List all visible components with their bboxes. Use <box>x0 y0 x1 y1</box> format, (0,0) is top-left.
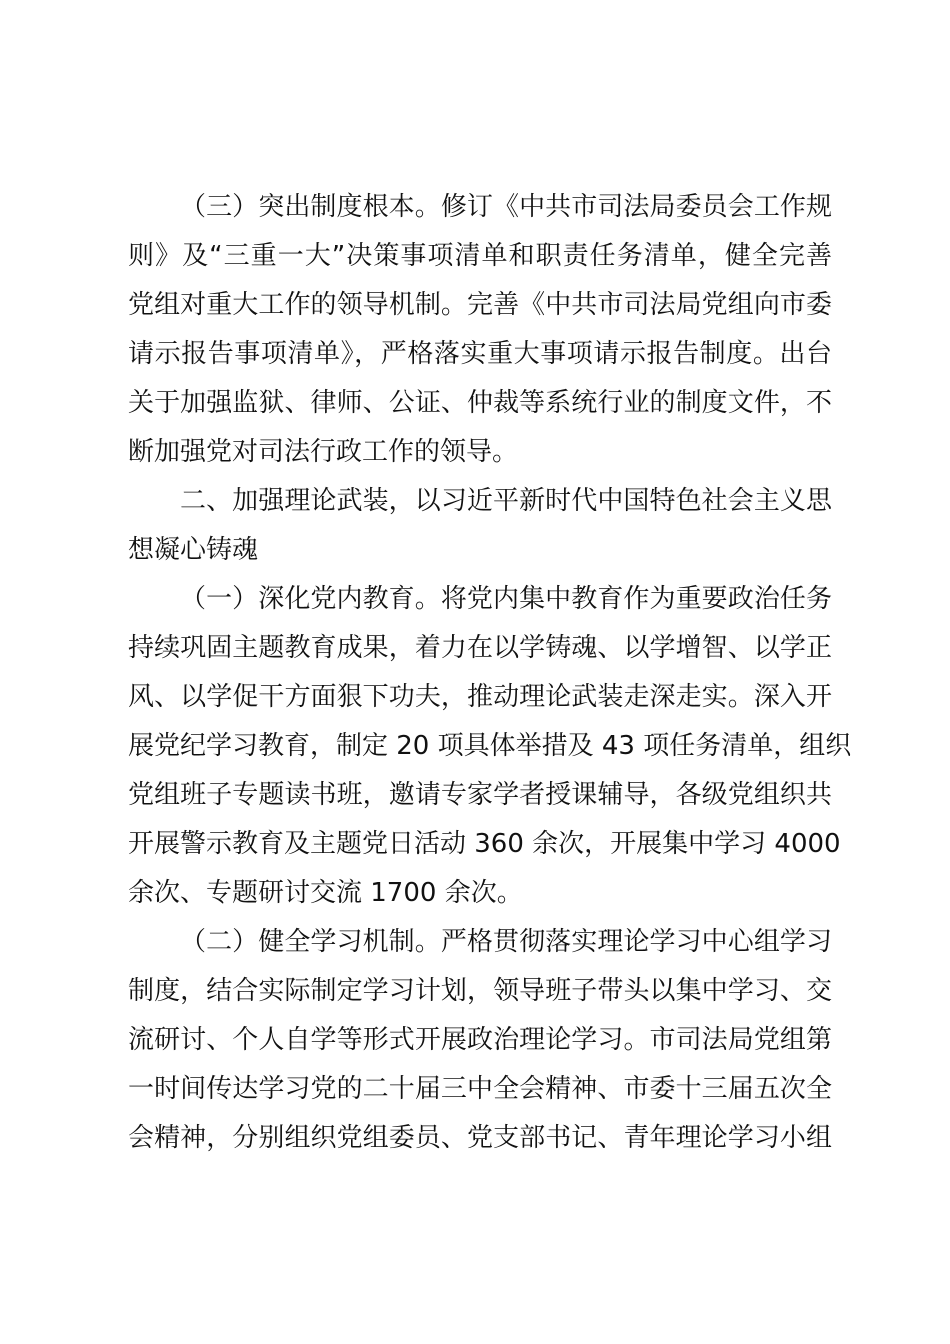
paragraph-line: 党组班子专题读书班，邀请专家学者授课辅导，各级党组织共 <box>128 780 832 810</box>
paragraph-line: 开展警示教育及主题党日活动 360 余次，开展集中学习 4000 <box>128 829 841 859</box>
paragraph-line: （二）健全学习机制。严格贯彻落实理论学习中心组学习 <box>180 927 832 957</box>
paragraph-line: 关于加强监狱、律师、公证、仲裁等系统行业的制度文件，不 <box>128 388 832 418</box>
paragraph-line: 持续巩固主题教育成果，着力在以学铸魂、以学增智、以学正 <box>128 633 832 663</box>
paragraph-line: 余次、专题研讨交流 1700 余次。 <box>128 878 523 908</box>
paragraph-line: 展党纪学习教育，制定 20 项具体举措及 43 项任务清单，组织 <box>128 731 852 761</box>
paragraph-line: 一时间传达学习党的二十届三中全会精神、市委十三届五次全 <box>128 1074 832 1104</box>
paragraph-line: 会精神，分别组织党组委员、党支部书记、青年理论学习小组 <box>128 1123 832 1153</box>
paragraph-line: 流研讨、个人自学等形式开展政治理论学习。市司法局党组第 <box>128 1025 832 1055</box>
paragraph-line: 风、以学促干方面狠下功夫，推动理论武装走深走实。深入开 <box>128 682 832 712</box>
paragraph-line: （三）突出制度根本。修订《中共市司法局委员会工作规 <box>180 192 832 222</box>
paragraph-line: 则》及“三重一大”决策事项清单和职责任务清单，健全完善 <box>128 241 832 271</box>
paragraph-line: （一）深化党内教育。将党内集中教育作为重要政治任务 <box>180 584 832 614</box>
document-body <box>128 183 852 1163</box>
paragraph-line: 断加强党对司法行政工作的领导。 <box>128 437 519 467</box>
section-heading-line: 二、加强理论武装，以习近平新时代中国特色社会主义思 <box>180 486 832 516</box>
section-heading-line: 想凝心铸魂 <box>128 535 259 565</box>
paragraph-line: 党组对重大工作的领导机制。完善《中共市司法局党组向市委 <box>128 290 832 320</box>
paragraph-line: 请示报告事项清单》，严格落实重大事项请示报告制度。出台 <box>128 339 832 369</box>
paragraph-line: 制度，结合实际制定学习计划，领导班子带头以集中学习、交 <box>128 976 832 1006</box>
